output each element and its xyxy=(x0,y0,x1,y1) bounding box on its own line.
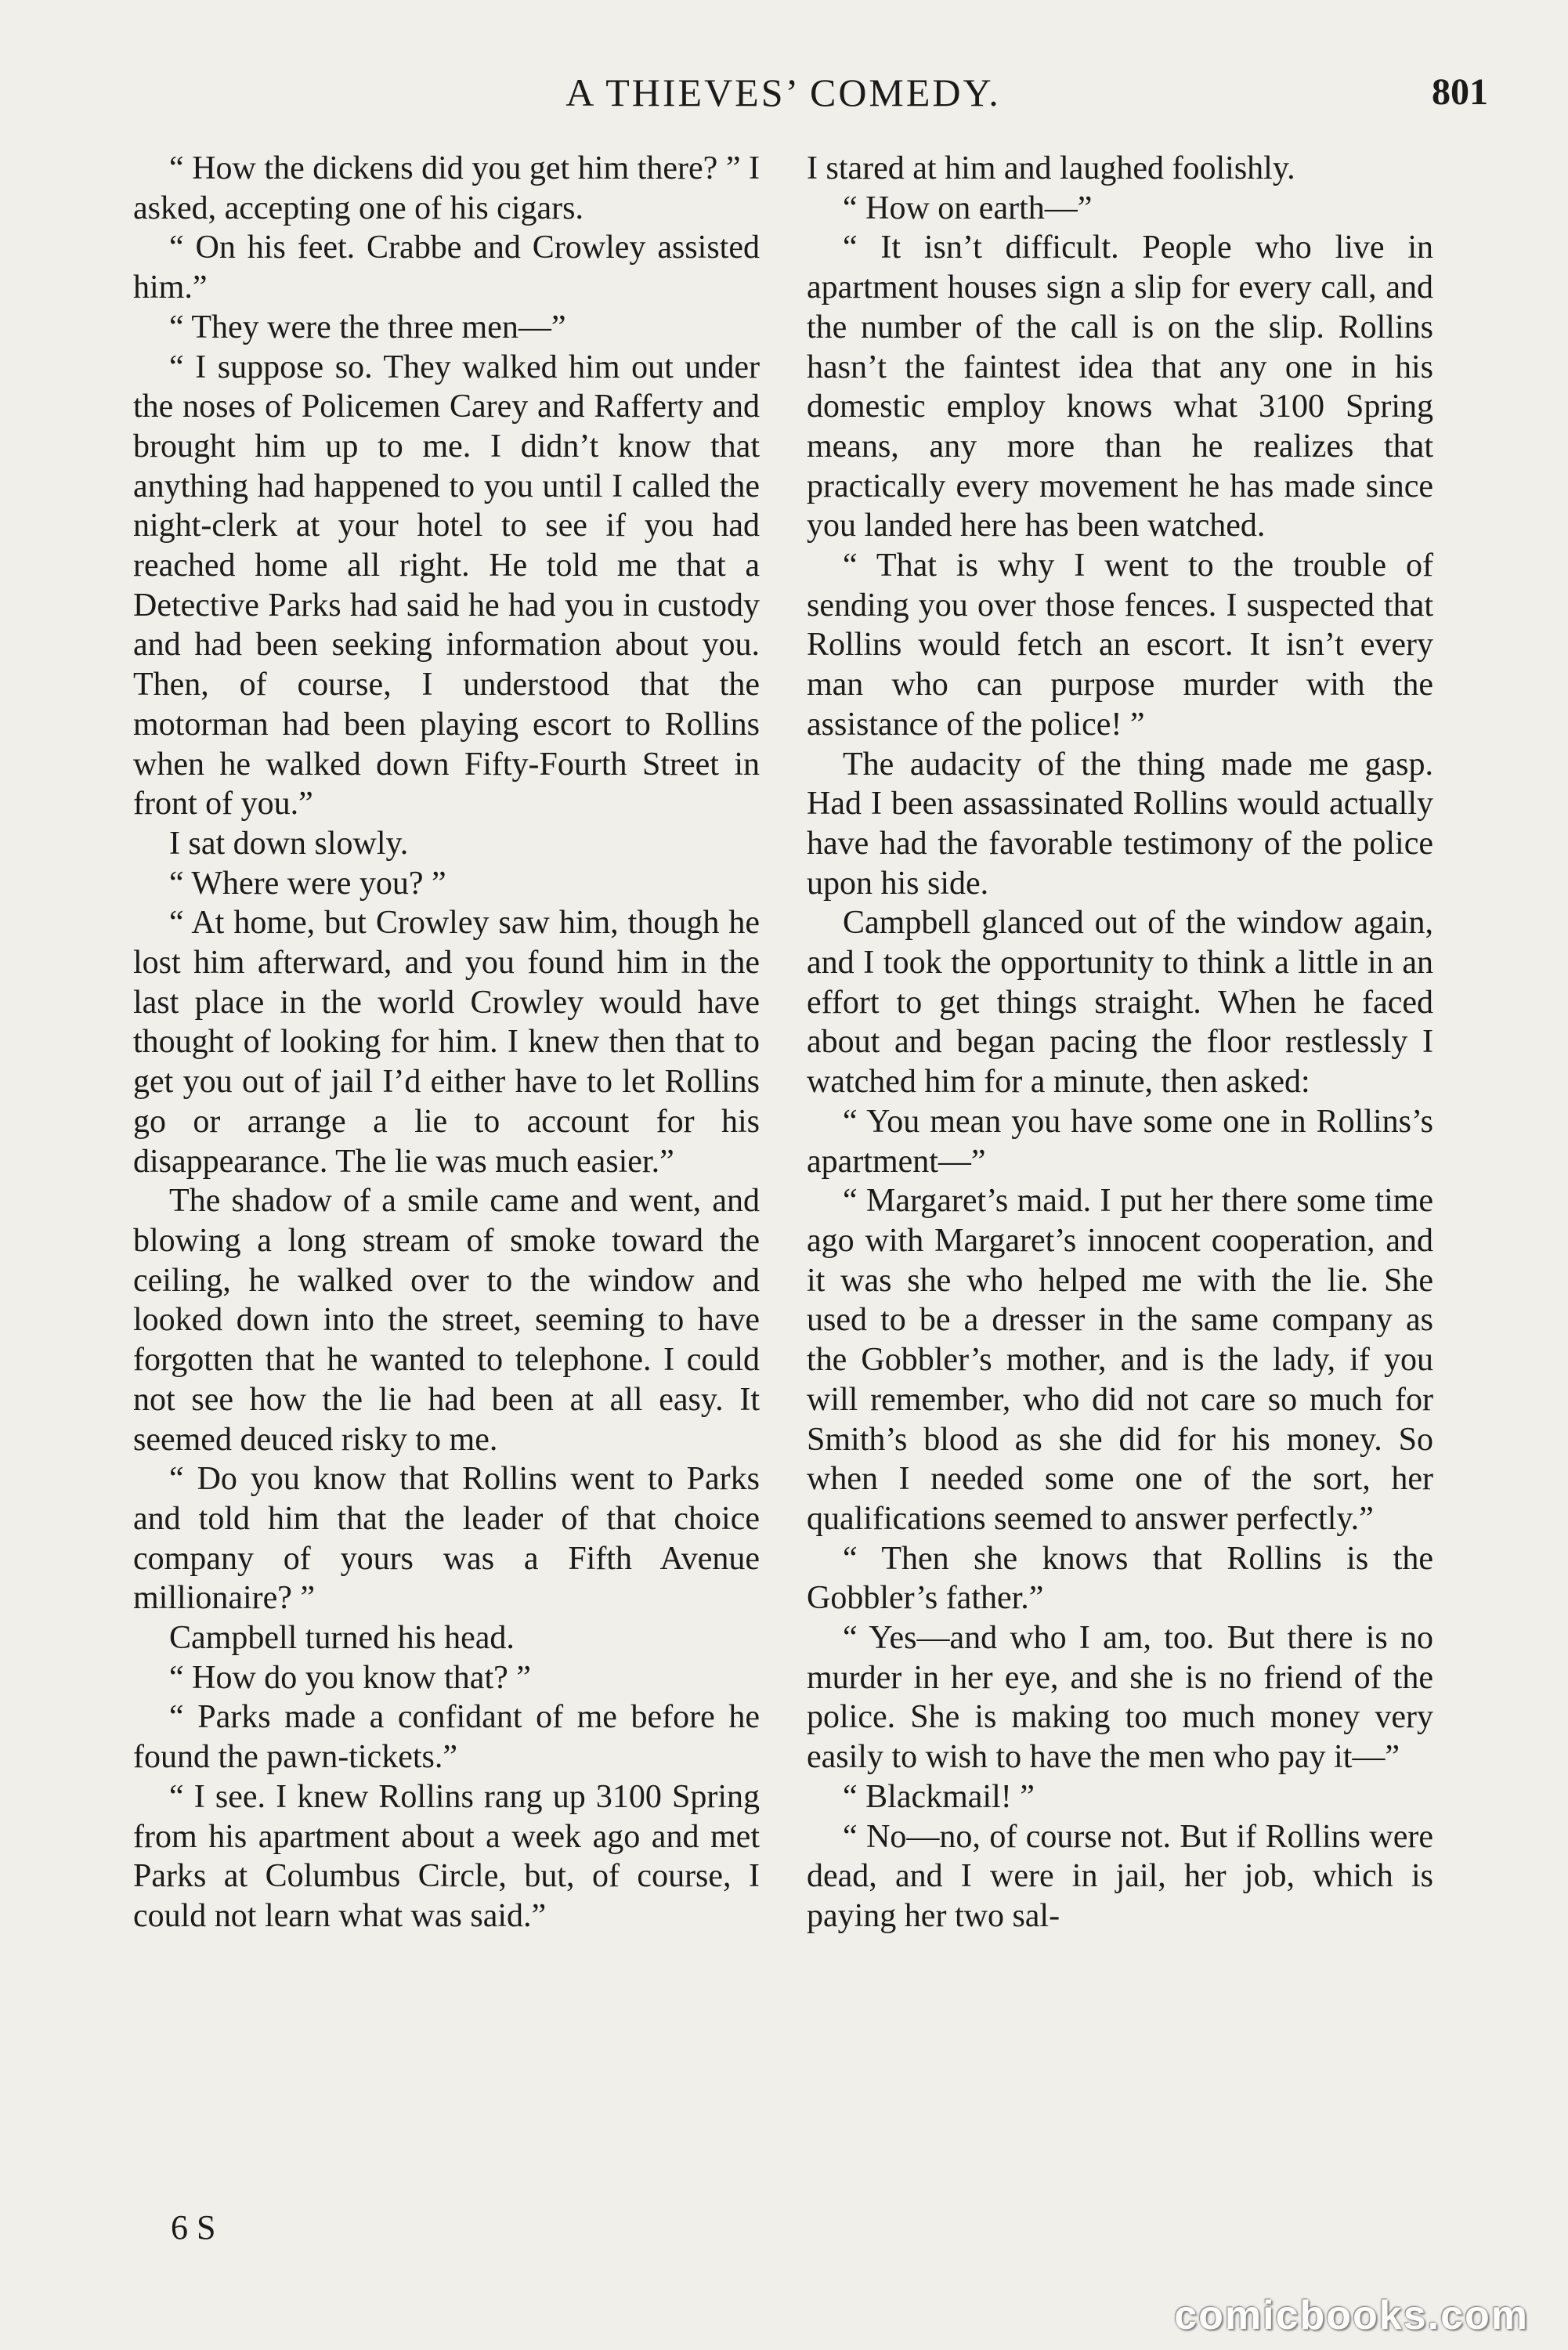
paragraph: “ How on earth—” xyxy=(843,190,1093,226)
page-number: 801 xyxy=(1432,71,1488,113)
signature-mark: 6 S xyxy=(171,2208,216,2247)
paragraph: “ At home, but Crowley saw him, though he lost him afterward, and you found him in the last place in the world Crowley would have thought of looking for him. I knew then that to get you out of jail I’d either have to let Rollins go or arrange a lie to account for his disappearance. The lie was much easier.” xyxy=(133,905,760,1180)
paragraph: “ They were the three men—” xyxy=(169,309,566,345)
paragraph: “ You mean you have some one in Rollins’s apartment—” xyxy=(807,1103,1433,1180)
paragraph: “ I see. I knew Rollins rang up 3100 Spring from his apartment about a week ago and met Parks at Columbus Circle, but, of course, I could not learn what was said.” xyxy=(133,1778,760,1934)
right-column xyxy=(807,149,1433,1936)
paragraph: Campbell glanced out of the window again, and I took the opportunity to think a little in an effort to get things straight. When he faced about and began pacing the floor restlessly I watched him for a minute, then asked: xyxy=(807,905,1433,1101)
paragraph: “ Do you know that Rollins went to Parks and told him that the leader of that choice company of yours was a Fifth Avenue millionaire? ” xyxy=(133,1461,760,1617)
paragraph: “ Blackmail! ” xyxy=(843,1778,1035,1815)
running-title: A THIEVES’ COMEDY. xyxy=(565,70,1001,114)
left-column xyxy=(133,149,760,1936)
paragraph: “ On his feet. Crabbe and Crowley assisted him.” xyxy=(133,230,760,306)
paragraph: “ That is why I went to the trouble of sending you over those fences. I suspected that Rollins would fetch an escort. It isn’t every man who can purpose murder with the assistance of the police! ” xyxy=(807,548,1433,743)
paragraph: “ Parks made a confidant of me before he found the pawn-tickets.” xyxy=(133,1699,760,1776)
paragraph: “ How the dickens did you get him there? ” I asked, accepting one of his cigars. xyxy=(133,150,760,226)
watermark: comicbooks.com xyxy=(1174,2293,1529,2338)
paragraph: “ Margaret’s maid. I put her there some time ago with Margaret’s innocent cooperation, and it was she who helped me with the lie. She used to be a dresser in the same company as the Gobbler’s mother, and is the lady, if you will remember, who did not care so much for Smith’s blood as she did for his money. So when I needed some one of the sort, her qualifications seemed to answer perfectly.” xyxy=(807,1183,1433,1537)
paragraph: “ No—no, of course not. But if Rollins were dead, and I were in jail, her job, which is paying her two sal- xyxy=(807,1818,1433,1934)
paragraph: “ Then she knows that Rollins is the Gobbler’s father.” xyxy=(807,1540,1433,1617)
paragraph: “ It isn’t difficult. People who live in apartment houses sign a slip for every call, and the number of the call is on the slip. Rollins hasn’t the faintest idea that any one in his domestic employ knows what 3100 Spring means, any more than he realizes that practically every movement he has made since you landed here has been watched. xyxy=(807,230,1433,544)
paragraph: “ Yes—and who I am, too. But there is no murder in her eye, and she is no friend of the police. She is making too much money very easily to wish to have the men who pay it—” xyxy=(807,1620,1433,1776)
paragraph: Campbell turned his head. xyxy=(169,1620,515,1657)
paragraph: I sat down slowly. xyxy=(169,825,409,862)
paragraph: “ I suppose so. They walked him out under the noses of Policemen Carey and Rafferty and brought him up to me. I didn’t know that anything had happened to you until I called the night-clerk at your hotel to see if you had reached home all right. He told me that a Detective Parks had said he had you in custody and had been seeking information about you. Then, of course, I understood that the motorman had been playing escort to Rollins when he walked down Fifty-Fourth Street in front of you.” xyxy=(133,349,760,822)
continued-paragraph: I stared at him and laughed foolishly. xyxy=(807,150,1295,186)
paragraph: The shadow of a smile came and went, and blowing a long stream of smoke toward the ceiling, he walked over to the window and looked down into the street, seeming to have forgotten that he wanted to telephone. I could not see how the lie had been at all easy. It seemed deuced risky to me. xyxy=(133,1183,760,1458)
paragraph: The audacity of the thing made me gasp. Had I been assassinated Rollins would actually have had the favorable testimony of the police upon his side. xyxy=(807,746,1433,902)
paragraph: “ Where were you? ” xyxy=(169,865,446,902)
paragraph: “ How do you know that? ” xyxy=(169,1659,531,1696)
